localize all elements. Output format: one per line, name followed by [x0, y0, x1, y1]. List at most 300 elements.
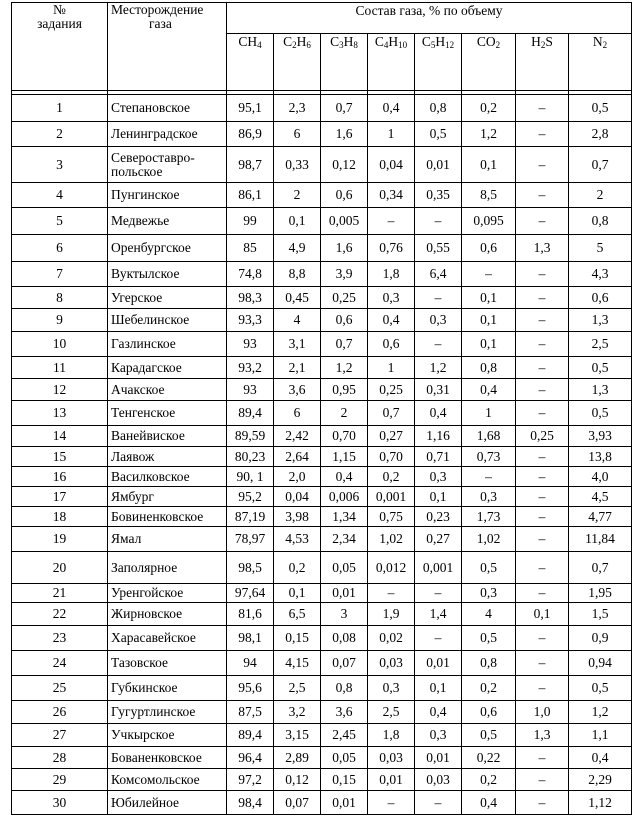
cell-value: 1,2 — [321, 357, 368, 379]
cell-value: 95,6 — [227, 676, 274, 701]
cell-value: 96,4 — [227, 747, 274, 769]
cell-task-number: 6 — [12, 235, 108, 262]
cell-value: 0,03 — [368, 651, 415, 676]
cell-value: 6 — [274, 401, 321, 426]
cell-value: 0,73 — [462, 447, 516, 467]
cell-value: 3,2 — [274, 701, 321, 724]
cell-field-name: Жирновское — [108, 603, 227, 626]
header-component-6 — [516, 34, 569, 91]
cell-value: 4,15 — [274, 651, 321, 676]
cell-value: 1 — [368, 357, 415, 379]
cell-value: 1 — [368, 122, 415, 147]
component-sub: 3 — [339, 40, 344, 50]
cell-value: 89,4 — [227, 724, 274, 747]
cell-value: 0,5 — [569, 95, 632, 122]
cell-value: 6,5 — [274, 603, 321, 626]
cell-field-name: Юбилейное — [108, 791, 227, 815]
cell-task-number: 17 — [12, 487, 108, 507]
cell-task-number: 26 — [12, 701, 108, 724]
cell-value: – — [516, 487, 569, 507]
cell-value: 0,71 — [415, 447, 462, 467]
cell-value: 78,97 — [227, 527, 274, 552]
cell-value: 2,3 — [274, 95, 321, 122]
cell-value: 5 — [569, 235, 632, 262]
cell-value: 6 — [274, 122, 321, 147]
cell-value: 1,73 — [462, 507, 516, 527]
component-tail: S — [545, 34, 553, 49]
cell-value: 0,1 — [415, 676, 462, 701]
cell-value: 2,34 — [321, 527, 368, 552]
cell-value: – — [516, 791, 569, 815]
cell-value: 0,3 — [462, 584, 516, 603]
table-row — [12, 701, 632, 724]
header-component-5 — [462, 34, 516, 91]
table-header — [12, 3, 632, 95]
cell-value: 0,95 — [321, 379, 368, 401]
cell-task-number: 4 — [12, 183, 108, 208]
cell-value: 0,01 — [415, 651, 462, 676]
cell-value: – — [516, 379, 569, 401]
component-sub: 2 — [495, 40, 501, 50]
cell-value: 1,3 — [516, 724, 569, 747]
cell-value: 0,04 — [274, 487, 321, 507]
cell-value: 98,5 — [227, 552, 274, 584]
cell-value: 2,5 — [368, 701, 415, 724]
cell-field-name: Учкырское — [108, 724, 227, 747]
cell-value: 1,8 — [368, 262, 415, 287]
cell-field-name: Ванейвиское — [108, 426, 227, 447]
cell-value: 2 — [321, 401, 368, 426]
component-tail: H — [388, 34, 399, 49]
cell-value: 87,19 — [227, 507, 274, 527]
cell-value: 93,3 — [227, 309, 274, 332]
table-row — [12, 447, 632, 467]
cell-value: 0,4 — [321, 467, 368, 487]
cell-field-name: Губкинское — [108, 676, 227, 701]
component-sub2: 8 — [353, 40, 358, 50]
cell-value: 0,75 — [368, 507, 415, 527]
table-row — [12, 651, 632, 676]
cell-value: 0,6 — [368, 332, 415, 357]
cell-value: 1,95 — [569, 584, 632, 603]
cell-value: 98,7 — [227, 147, 274, 183]
header-gas-composition: Состав газа, % по объему — [227, 3, 632, 34]
cell-value: 0,7 — [321, 95, 368, 122]
cell-value: 90, 1 — [227, 467, 274, 487]
cell-value: 2,0 — [274, 467, 321, 487]
cell-value: – — [516, 527, 569, 552]
cell-value: 0,2 — [368, 467, 415, 487]
cell-value: 1,68 — [462, 426, 516, 447]
cell-value: – — [516, 651, 569, 676]
cell-value: 89,59 — [227, 426, 274, 447]
cell-value: 3,15 — [274, 724, 321, 747]
cell-value: 0,6 — [569, 287, 632, 309]
cell-field-name: Медвежье — [108, 208, 227, 235]
component-base: CH — [238, 34, 258, 49]
component-sub: 2 — [540, 40, 546, 50]
cell-value: 86,9 — [227, 122, 274, 147]
cell-value: 0,05 — [321, 552, 368, 584]
cell-value: – — [516, 584, 569, 603]
table-row — [12, 309, 632, 332]
cell-value: 0,70 — [368, 447, 415, 467]
table-row — [12, 552, 632, 584]
cell-value: 86,1 — [227, 183, 274, 208]
cell-value: 13,8 — [569, 447, 632, 467]
table-row — [12, 357, 632, 379]
cell-value: – — [368, 208, 415, 235]
cell-field-name: Заполярное — [108, 552, 227, 584]
cell-field-name: Бованенковское — [108, 747, 227, 769]
cell-value: 95,1 — [227, 95, 274, 122]
cell-value: 0,3 — [415, 467, 462, 487]
table-row — [12, 95, 632, 122]
cell-value: 0,03 — [368, 747, 415, 769]
cell-value: 0,095 — [462, 208, 516, 235]
cell-value: 0,03 — [415, 769, 462, 791]
table-row — [12, 379, 632, 401]
cell-value: 0,8 — [569, 208, 632, 235]
cell-field-name: Шебелинское — [108, 309, 227, 332]
cell-value: 0,07 — [321, 651, 368, 676]
cell-value: 0,012 — [368, 552, 415, 584]
cell-value: – — [368, 791, 415, 815]
cell-value: 0,15 — [321, 769, 368, 791]
gas-composition-table — [11, 2, 632, 815]
cell-field-name: Карадагское — [108, 357, 227, 379]
cell-value: 0,5 — [569, 401, 632, 426]
cell-value: 3,6 — [321, 701, 368, 724]
cell-value: 1,6 — [321, 122, 368, 147]
cell-value: 1,2 — [462, 122, 516, 147]
cell-value: 0,15 — [274, 626, 321, 651]
cell-field-name: Ленинградское — [108, 122, 227, 147]
cell-value: 0,25 — [516, 426, 569, 447]
cell-field-name: Лаявож — [108, 447, 227, 467]
component-sub: 2 — [292, 40, 297, 50]
table-row — [12, 487, 632, 507]
cell-task-number: 25 — [12, 676, 108, 701]
cell-value: – — [415, 584, 462, 603]
cell-field-name: Угерское — [108, 287, 227, 309]
cell-value: 0,05 — [321, 747, 368, 769]
cell-value: 1,2 — [569, 701, 632, 724]
cell-task-number: 10 — [12, 332, 108, 357]
table-row — [12, 235, 632, 262]
cell-value: 0,1 — [516, 603, 569, 626]
cell-value: – — [516, 332, 569, 357]
header-name-line1: Месторождение — [111, 2, 204, 17]
cell-value: 0,55 — [415, 235, 462, 262]
cell-value: 0,1 — [274, 584, 321, 603]
cell-task-number: 13 — [12, 401, 108, 426]
cell-value: 0,70 — [321, 426, 368, 447]
table-row — [12, 724, 632, 747]
cell-value: 1 — [462, 401, 516, 426]
cell-value: 0,01 — [368, 769, 415, 791]
component-sub: 2 — [602, 40, 608, 50]
cell-value: – — [415, 287, 462, 309]
header-task-number — [12, 3, 108, 91]
cell-value: 1,3 — [516, 235, 569, 262]
cell-value: 0,1 — [462, 309, 516, 332]
cell-task-number: 8 — [12, 287, 108, 309]
cell-value: – — [516, 309, 569, 332]
cell-value: 80,23 — [227, 447, 274, 467]
cell-value: 95,2 — [227, 487, 274, 507]
table-row — [12, 332, 632, 357]
cell-task-number: 23 — [12, 626, 108, 651]
cell-task-number: 2 — [12, 122, 108, 147]
cell-value: 93 — [227, 332, 274, 357]
component-sub2: 10 — [398, 40, 408, 50]
cell-value: 0,9 — [569, 626, 632, 651]
cell-task-number: 9 — [12, 309, 108, 332]
table-row — [12, 584, 632, 603]
cell-value: 0,2 — [274, 552, 321, 584]
cell-value: 0,5 — [569, 676, 632, 701]
table-row — [12, 208, 632, 235]
component-base: C — [283, 34, 293, 49]
component-base: H — [531, 34, 541, 49]
cell-value: 2,42 — [274, 426, 321, 447]
cell-value: 4 — [462, 603, 516, 626]
cell-value: 1,1 — [569, 724, 632, 747]
component-sub2: 6 — [306, 40, 311, 50]
cell-value: – — [516, 287, 569, 309]
cell-task-number: 28 — [12, 747, 108, 769]
cell-value: – — [516, 626, 569, 651]
cell-value: 0,8 — [462, 357, 516, 379]
cell-field-name: Василковское — [108, 467, 227, 487]
component-base: C — [421, 34, 431, 49]
cell-value: 0,4 — [569, 747, 632, 769]
cell-value: 0,25 — [368, 379, 415, 401]
cell-value: 0,6 — [462, 235, 516, 262]
cell-value: 0,5 — [462, 626, 516, 651]
table-row — [12, 122, 632, 147]
cell-value: 0,33 — [274, 147, 321, 183]
cell-value: 0,3 — [462, 487, 516, 507]
cell-value: 0,27 — [415, 527, 462, 552]
header-component-4 — [415, 34, 462, 91]
cell-value: 2,64 — [274, 447, 321, 467]
cell-value: 1,5 — [569, 603, 632, 626]
cell-value: 2,5 — [569, 332, 632, 357]
cell-value: 3,6 — [274, 379, 321, 401]
cell-task-number: 3 — [12, 147, 108, 183]
cell-value: 0,3 — [368, 676, 415, 701]
cell-value: – — [516, 122, 569, 147]
header-component-0 — [227, 34, 274, 91]
cell-task-number: 29 — [12, 769, 108, 791]
cell-value: 0,4 — [368, 309, 415, 332]
cell-value: 0,4 — [462, 379, 516, 401]
cell-task-number: 14 — [12, 426, 108, 447]
header-component-3 — [368, 34, 415, 91]
cell-value: – — [462, 262, 516, 287]
cell-value: 0,08 — [321, 626, 368, 651]
cell-value: 1,34 — [321, 507, 368, 527]
table-row — [12, 183, 632, 208]
cell-value: 1,15 — [321, 447, 368, 467]
header-num-line2: задания — [37, 16, 82, 31]
cell-value: 93,2 — [227, 357, 274, 379]
cell-value: – — [516, 95, 569, 122]
cell-value: 97,64 — [227, 584, 274, 603]
cell-value: 1,12 — [569, 791, 632, 815]
cell-task-number: 1 — [12, 95, 108, 122]
cell-value: 4 — [274, 309, 321, 332]
cell-value: – — [516, 208, 569, 235]
cell-task-number: 27 — [12, 724, 108, 747]
cell-value: 0,8 — [462, 651, 516, 676]
cell-value: 0,2 — [462, 95, 516, 122]
table-row — [12, 426, 632, 447]
cell-task-number: 18 — [12, 507, 108, 527]
cell-value: 0,2 — [462, 769, 516, 791]
cell-value: 0,12 — [274, 769, 321, 791]
cell-value: – — [516, 183, 569, 208]
cell-field-name: Уренгойское — [108, 584, 227, 603]
cell-field-name: Вуктылское — [108, 262, 227, 287]
cell-task-number: 30 — [12, 791, 108, 815]
cell-task-number: 7 — [12, 262, 108, 287]
cell-value: 3,9 — [321, 262, 368, 287]
cell-value: 98,4 — [227, 791, 274, 815]
cell-value: 0,1 — [274, 208, 321, 235]
cell-field-name: Гугуртлинское — [108, 701, 227, 724]
cell-value: 1,2 — [415, 357, 462, 379]
cell-value: 0,7 — [321, 332, 368, 357]
cell-value: 0,4 — [415, 401, 462, 426]
cell-value: 0,5 — [462, 724, 516, 747]
cell-value: 11,84 — [569, 527, 632, 552]
component-base: N — [592, 34, 603, 49]
table-row — [12, 626, 632, 651]
cell-value: 93 — [227, 379, 274, 401]
table-row — [12, 507, 632, 527]
cell-value: 0,7 — [368, 401, 415, 426]
component-sub2: 12 — [445, 40, 455, 50]
header-name-line2: газа — [149, 16, 172, 31]
header-component-1 — [274, 34, 321, 91]
cell-value: 1,02 — [462, 527, 516, 552]
cell-value: 1,8 — [368, 724, 415, 747]
cell-value: 8,8 — [274, 262, 321, 287]
cell-value: – — [415, 332, 462, 357]
cell-value: 4,3 — [569, 262, 632, 287]
cell-value: 0,45 — [274, 287, 321, 309]
cell-value: 0,7 — [569, 147, 632, 183]
cell-value: 4,53 — [274, 527, 321, 552]
cell-value: 0,6 — [321, 183, 368, 208]
component-tail: H — [296, 34, 307, 49]
cell-field-name: Бовиненковское — [108, 507, 227, 527]
cell-value: 89,4 — [227, 401, 274, 426]
cell-value: 2 — [274, 183, 321, 208]
component-sub: 4 — [383, 40, 389, 50]
cell-value: 0,27 — [368, 426, 415, 447]
cell-value: 0,5 — [415, 122, 462, 147]
cell-value: 4,9 — [274, 235, 321, 262]
cell-value: 2,5 — [274, 676, 321, 701]
cell-field-name: Комсомольское — [108, 769, 227, 791]
cell-task-number: 22 — [12, 603, 108, 626]
cell-value: 0,8 — [321, 676, 368, 701]
cell-value: 0,005 — [321, 208, 368, 235]
cell-value: 0,4 — [415, 701, 462, 724]
cell-value: – — [415, 791, 462, 815]
cell-value: 74,8 — [227, 262, 274, 287]
cell-value: – — [516, 747, 569, 769]
cell-value: 0,04 — [368, 147, 415, 183]
cell-value: – — [516, 552, 569, 584]
table-row — [12, 676, 632, 701]
cell-value: 0,31 — [415, 379, 462, 401]
cell-value: 2,29 — [569, 769, 632, 791]
cell-value: 87,5 — [227, 701, 274, 724]
cell-task-number: 21 — [12, 584, 108, 603]
table-row — [12, 527, 632, 552]
cell-value: – — [516, 769, 569, 791]
component-base: C — [330, 34, 340, 49]
cell-task-number: 11 — [12, 357, 108, 379]
cell-value: 85 — [227, 235, 274, 262]
cell-value: 81,6 — [227, 603, 274, 626]
cell-value: 0,34 — [368, 183, 415, 208]
cell-value: – — [368, 584, 415, 603]
cell-value: 1,4 — [415, 603, 462, 626]
table-row — [12, 467, 632, 487]
cell-value: – — [415, 626, 462, 651]
cell-field-name: Пунгинское — [108, 183, 227, 208]
cell-value: 0,3 — [415, 724, 462, 747]
cell-task-number: 12 — [12, 379, 108, 401]
table-row — [12, 791, 632, 815]
cell-value: 0,01 — [321, 791, 368, 815]
header-component-2 — [321, 34, 368, 91]
table-row — [12, 769, 632, 791]
cell-value: 0,1 — [462, 147, 516, 183]
header-component-7 — [569, 34, 632, 91]
table-row — [12, 603, 632, 626]
cell-value: 98,1 — [227, 626, 274, 651]
cell-value: 2,89 — [274, 747, 321, 769]
cell-value: 0,35 — [415, 183, 462, 208]
cell-value: 0,1 — [462, 287, 516, 309]
cell-field-name: Ямбург — [108, 487, 227, 507]
table-body — [12, 95, 632, 815]
cell-value: 2 — [569, 183, 632, 208]
cell-field-name: Ямал — [108, 527, 227, 552]
cell-value: 1,02 — [368, 527, 415, 552]
cell-value: 1,0 — [516, 701, 569, 724]
cell-value: – — [462, 467, 516, 487]
cell-task-number: 19 — [12, 527, 108, 552]
cell-value: 0,01 — [321, 584, 368, 603]
component-sub: 5 — [430, 40, 436, 50]
header-num-line1: № — [53, 2, 66, 17]
cell-value: – — [415, 208, 462, 235]
cell-value: 2,1 — [274, 357, 321, 379]
cell-task-number: 20 — [12, 552, 108, 584]
cell-value: – — [516, 447, 569, 467]
table-row — [12, 262, 632, 287]
cell-value: 0,6 — [462, 701, 516, 724]
cell-value: – — [516, 147, 569, 183]
